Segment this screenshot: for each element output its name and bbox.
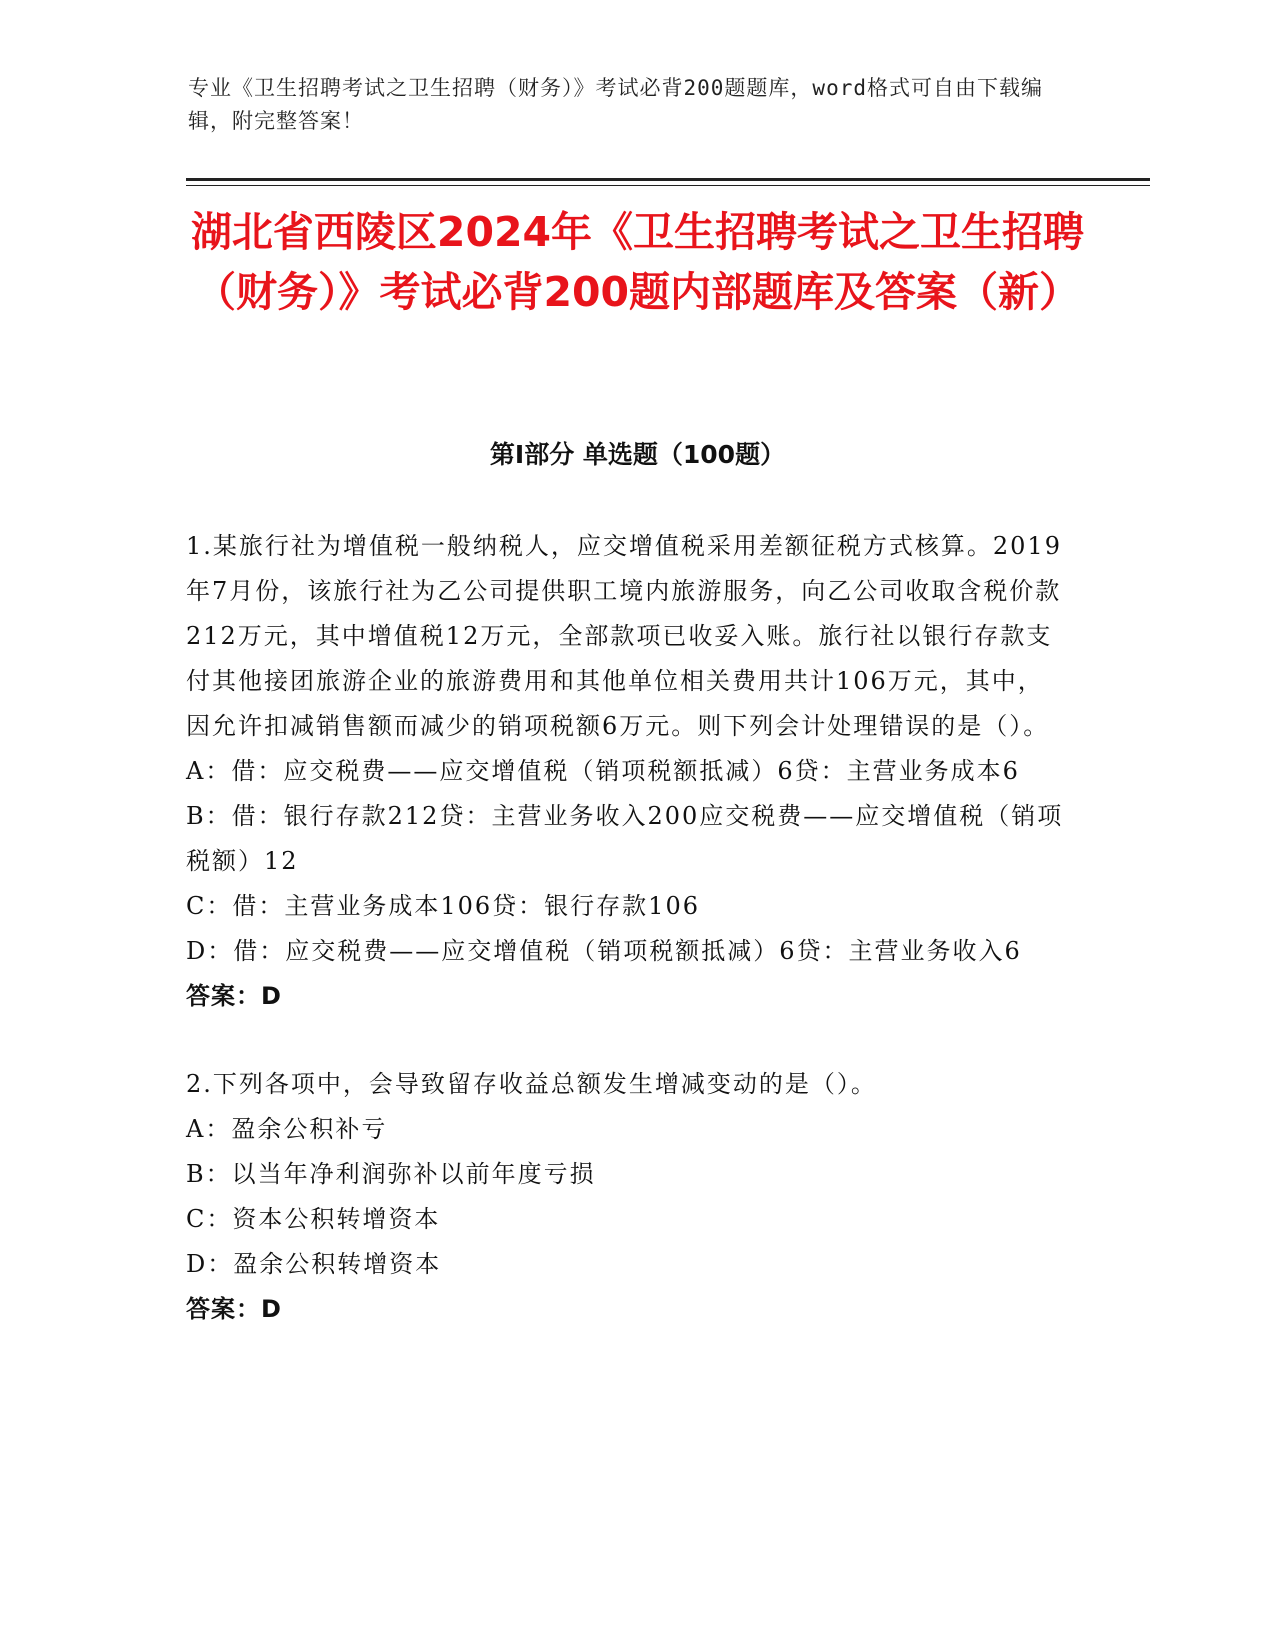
question-2 [186, 1062, 1066, 1332]
option-d: D：借：应交税费——应交增值税（销项税额抵减）6贷：主营业务收入6 [186, 937, 1022, 965]
header-divider-thick [186, 178, 1150, 181]
answer-line: 答案：D [186, 982, 282, 1010]
question-list [186, 524, 1066, 1375]
option-c: C：借：主营业务成本106贷：银行存款106 [186, 892, 700, 920]
document-title: 湖北省西陵区2024年《卫生招聘考试之卫生招聘（财务）》考试必背200题内部题库及答案（新） [190, 208, 1085, 316]
question-stem: 1.某旅行社为增值税一般纳税人，应交增值税采用差额征税方式核算。2019年7月份，该旅行社为乙公司提供职工境内旅游服务，向乙公司收取含税价款212万元，其中增值税12万元，全部款项已收妥入账。旅行社以银行存款支付其他接团旅游企业的旅游费用和其他单位相关费用共计106万元，其中，因允许扣减销售额而减少的销项税额6万元。则下列会计处理错误的是（）。 [186, 532, 1062, 740]
answer-line: 答案：D [186, 1295, 282, 1323]
option-d: D：盈余公积转增资本 [186, 1250, 442, 1278]
question-stem: 2.下列各项中，会导致留存收益总额发生增减变动的是（）。 [186, 1070, 877, 1098]
option-a: A：借：应交税费——应交增值税（销项税额抵减）6贷：主营业务成本6 [186, 757, 1020, 785]
option-b: B：借：银行存款212贷：主营业务收入200应交税费——应交增值税（销项税额）12 [186, 802, 1064, 875]
question-1 [186, 524, 1066, 1019]
header-divider-thin [186, 185, 1150, 186]
section-heading: 第I部分 单选题（100题） [489, 440, 786, 469]
header-note: 专业《卫生招聘考试之卫生招聘（财务）》考试必背200题题库，word格式可自由下载编辑，附完整答案！ [188, 76, 1043, 133]
option-b: B：以当年净利润弥补以前年度亏损 [186, 1160, 596, 1188]
option-a: A：盈余公积补亏 [186, 1115, 388, 1143]
option-c: C：资本公积转增资本 [186, 1205, 441, 1233]
